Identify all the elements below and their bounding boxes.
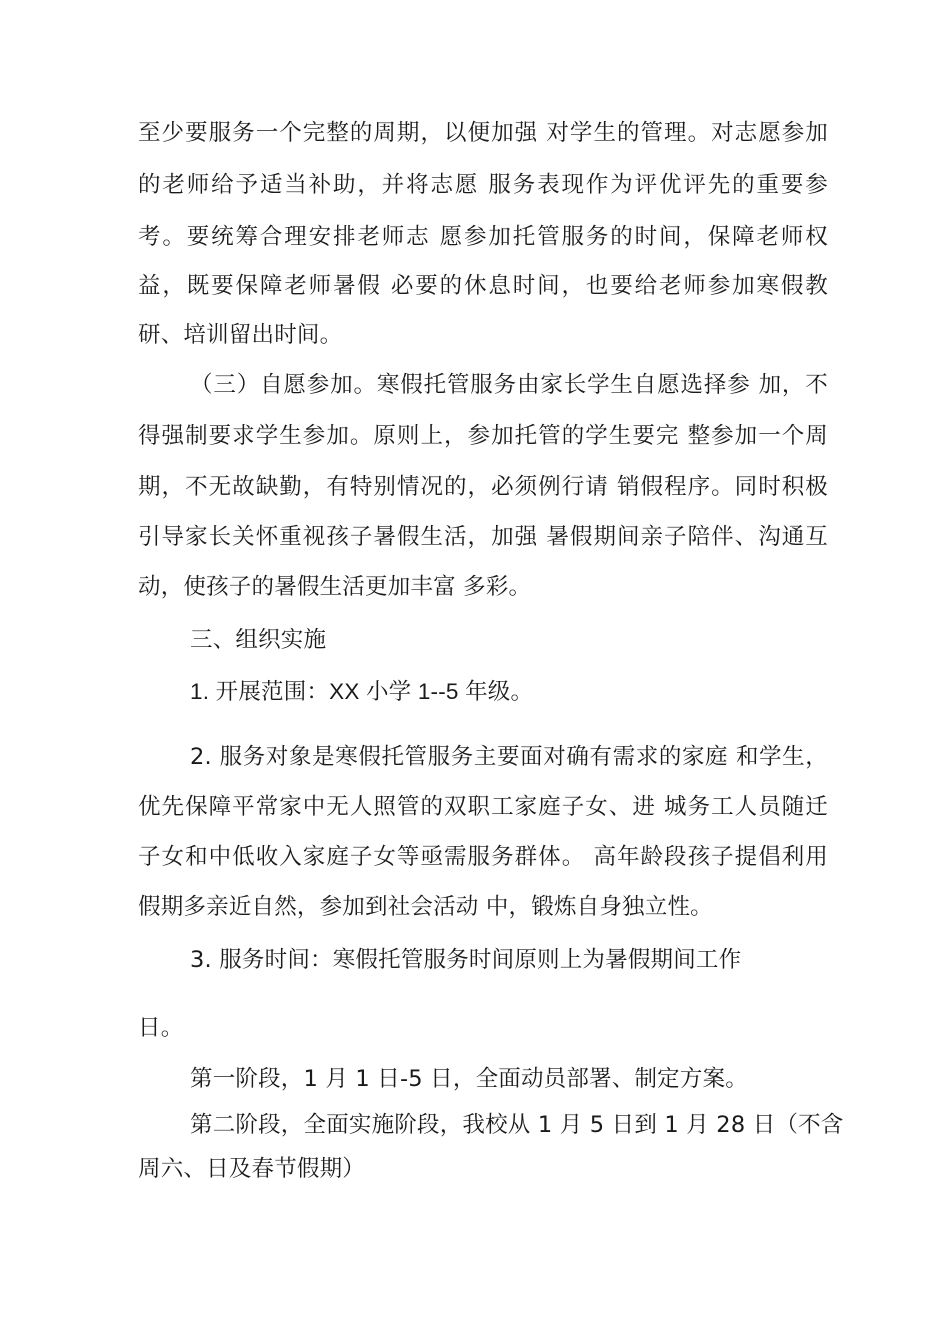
text-line-7: 得强制要求学生参加。原则上，参加托管的学生要完 整参加一个周 [138,423,828,449]
text-line-15: 子女和中低收入家庭子女等亟需服务群体。 高年龄段孩子提倡利用 [138,844,828,870]
text-line-14: 优先保障平常家中无人照管的双职工家庭子女、进 城务工人员随迁 [138,794,828,820]
text-line-20: 第二阶段，全面实施阶段，我校从 1 月 5 日到 1 月 28 日（不含 [190,1112,844,1138]
text-line-1: 至少要服务一个完整的周期，以便加强 对学生的管理。对志愿参加 [138,120,828,146]
text-line-2: 的老师给予适当补助，并将志愿 服务表现作为评优评先的重要参 [138,172,828,198]
text-line-10: 动，使孩子的暑假生活更加丰富 多彩。 [138,574,532,600]
text-line-3: 考。要统筹合理安排老师志 愿参加托管服务的时间，保障老师权 [138,224,828,250]
text-line-5: 研、培训留出时间。 [138,322,343,348]
section-heading: 三、组织实施 [190,627,327,653]
text-line-21: 周六、日及春节假期） [138,1156,366,1182]
text-line-8: 期，不无故缺勤，有特别情况的，必须例行请 销假程序。同时积极 [138,474,828,500]
text-line-12: 1. 开展范围：XX 小学 1--5 年级。 [190,679,534,704]
text-line-9: 引导家长关怀重视孩子暑假生活，加强 暑假期间亲子陪伴、沟通互 [138,524,828,550]
text-line-6: （三）自愿参加。寒假托管服务由家长学生自愿选择参 加，不 [190,372,828,398]
text-line-17: 3. 服务时间：寒假托管服务时间原则上为暑假期间工作 [190,947,742,973]
text-line-19: 第一阶段，1 月 1 日-5 日，全面动员部署、制定方案。 [190,1066,748,1092]
text-line-4: 益，既要保障老师暑假 必要的休息时间，也要给老师参加寒假教 [138,273,828,299]
text-line-18: 日。 [138,1015,184,1041]
text-line-16: 假期多亲近自然，参加到社会活动 中，锻炼自身独立性。 [138,894,713,920]
text-line-13: 2. 服务对象是寒假托管服务主要面对确有需求的家庭 和学生， [190,744,828,770]
